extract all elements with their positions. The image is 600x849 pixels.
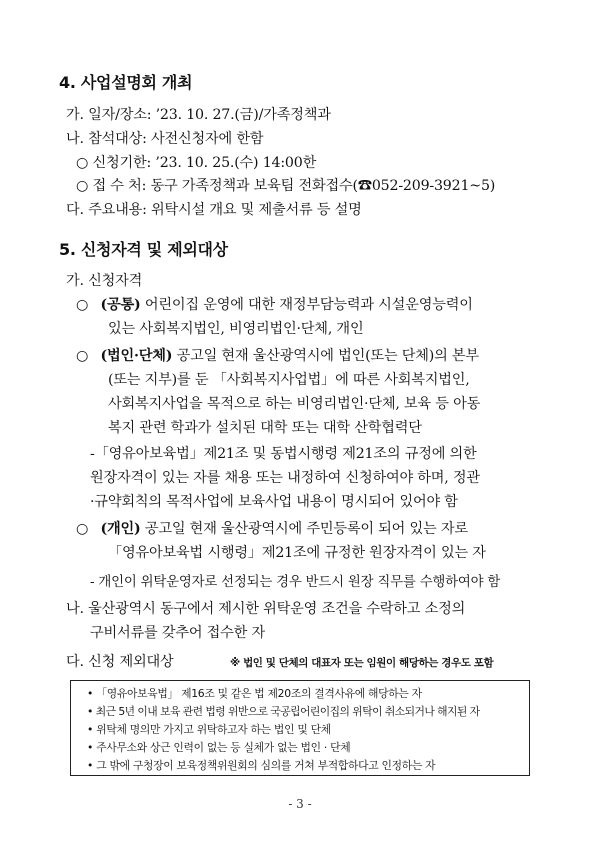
section-4-heading: 4. 사업설명회 개최: [59, 73, 193, 92]
corp-requirement-line-2: 원장자격이 있는 자를 채용 또는 내정하여 신청하여야 하며, 정관: [90, 470, 480, 486]
individual-text: 공고일 현재 울산광역시에 주민등록이 되어 있는 자로: [144, 521, 468, 537]
content-line: 다. 주요내용: 위탁시설 개요 및 제출서류 등 설명: [66, 202, 362, 218]
individual-tag: (개인): [100, 521, 141, 537]
exclusion-label: 다. 신청 제외대상: [66, 654, 174, 670]
contact-line: ○ 접 수 처: 동구 가족정책과 보육팀 전화접수(☎052-209-3921~5): [76, 178, 496, 194]
common-eligibility-line-1: [76, 294, 473, 314]
bullet-circle: ○: [76, 348, 89, 364]
na-line-1: 나. 울산광역시 동구에서 제시한 위탁운영 조건을 수락하고 소정의: [66, 601, 466, 617]
na-line-2: 구비서류를 갖추어 접수한 자: [90, 625, 265, 641]
exclusion-box: [70, 680, 530, 776]
common-text: 어린이집 운영에 대한 재정부담능력과 시설운영능력이: [144, 297, 473, 313]
corp-requirement-line-1: -「영유아보육법」제21조 및 동법시행령 제21조의 규정에 의한: [90, 446, 477, 462]
deadline-line: ○ 신청기한: ’23. 10. 25.(수) 14:00한: [76, 155, 317, 171]
bullet-circle: ○: [76, 521, 89, 537]
exclusion-item: • 위탁체 명의만 가지고 위탁하고자 하는 법인 및 단체: [87, 723, 331, 736]
page-number: - 3 -: [288, 797, 312, 811]
exclusion-item: • 그 밖에 구청장이 보육정책위원회의 심의를 거쳐 부적합하다고 인정하는 자: [87, 759, 436, 772]
common-tag: (공통): [100, 297, 141, 313]
bullet-circle: ○: [76, 297, 89, 313]
individual-eligibility-line-2: 「영유아보육법 시행령」제21조에 규정한 원장자격이 있는 자: [108, 545, 486, 561]
exclusion-item: • 「영유아보육법」 제16조 및 같은 법 제20조의 결격사유에 해당하는 자: [87, 687, 422, 700]
eligibility-label: 가. 신청자격: [66, 273, 143, 289]
corp-eligibility-line-4: 복지 관련 학과가 설치된 대학 또는 대학 산학협력단: [108, 420, 422, 436]
exclusion-note: ※ 법인 및 단체의 대표자 또는 임원이 해당하는 경우도 포함: [230, 657, 494, 669]
attendee-line: 나. 참석대상: 사전신청자에 한함: [66, 131, 264, 147]
individual-eligibility-line-1: [76, 518, 468, 538]
corp-tag: (법인·단체): [100, 348, 173, 364]
individual-requirement: - 개인이 위탁운영자로 선정되는 경우 반드시 원장 직무를 수행하여야 함: [90, 575, 501, 590]
corp-eligibility-line-1: [76, 345, 479, 365]
corp-eligibility-line-2: (또는 지부)를 둔 「사회복지사업법」에 따른 사회복지법인,: [108, 372, 470, 388]
corp-eligibility-line-3: 사회복지사업을 목적으로 하는 비영리법인·단체, 보육 등 아동: [108, 396, 481, 412]
corp-text: 공고일 현재 울산광역시에 법인(또는 단체)의 본부: [176, 348, 479, 364]
corp-requirement-line-3: ·규약회칙의 목적사업에 보육사업 내용이 명시되어 있어야 함: [90, 494, 458, 510]
common-eligibility-line-2: 있는 사회복지법인, 비영리법인·단체, 개인: [108, 321, 364, 337]
schedule-line: 가. 일자/장소: ’23. 10. 27.(금)/가족정책과: [66, 107, 331, 123]
exclusion-item: • 최근 5년 이내 보육 관련 법령 위반으로 국공립어린이집의 위탁이 취소되거나 해지된 자: [87, 705, 480, 718]
section-5-heading: 5. 신청자격 및 제외대상: [59, 240, 228, 259]
exclusion-item: • 주사무소와 상근 인력이 없는 등 실체가 없는 법인 · 단체: [87, 741, 351, 754]
